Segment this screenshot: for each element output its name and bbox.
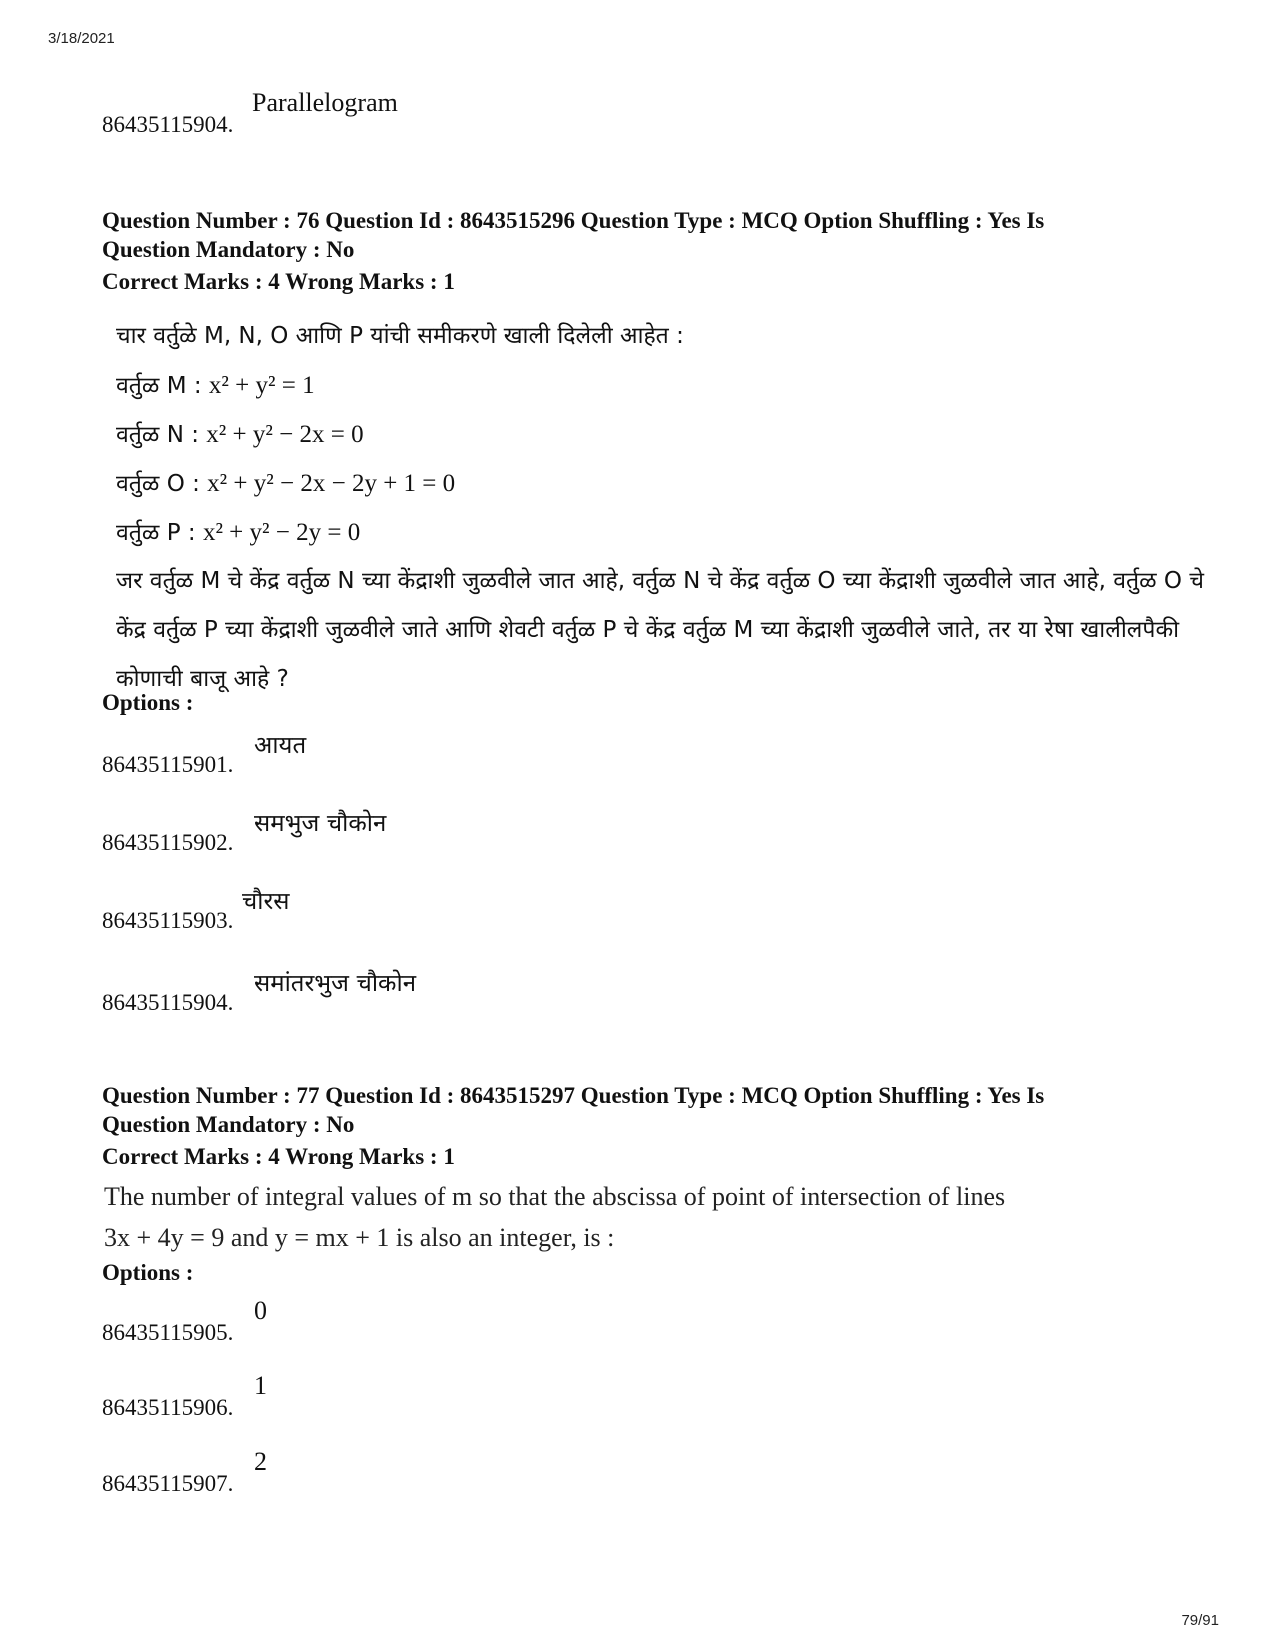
prev-option [102, 88, 1102, 138]
question-intro: चार वर्तुळे M, N, O आणि P यांची समीकरणे खाली दिलेली आहेत : [116, 323, 684, 349]
question-77-meta [102, 1081, 1182, 1171]
circle-equation: x² + y² = 1 [208, 372, 315, 399]
question-text: जर वर्तुळ M चे केंद्र वर्तुळ N च्या केंद्राशी जुळवीले जात आहे, वर्तुळ N चे केंद्र वर्तुळ O च्या केंद्राशी जुळवीले जात आहे, वर्तुळ O चे केंद्र वर्तुळ P च्या केंद्राशी जुळवीले जाते आणि शेवटी वर्तुळ P चे केंद्र वर्तुळ M च्या केंद्राशी जुळवीले जाते, तर या रेषा खालीलपैकी कोणाची बाजू आहे ? [116, 568, 1204, 692]
circle-label: वर्तुळ M : [116, 373, 202, 399]
circle-equation: x² + y² − 2x = 0 [206, 421, 364, 448]
question-marks: Correct Marks : 4 Wrong Marks : 1 [102, 1144, 455, 1169]
option-text: 0 [254, 1296, 267, 1325]
print-date: 3/18/2021 [48, 30, 115, 47]
circle-equation: x² + y² − 2x − 2y + 1 = 0 [207, 470, 456, 497]
option-id: 86435115902. [102, 830, 234, 855]
option-text: आयत [254, 731, 307, 759]
question-header: Question Number : 76 Question Id : 8643515296 Question Type : MCQ Option Shuffling : Yes Is [102, 208, 1045, 233]
question-76-meta [102, 206, 1182, 296]
circle-n-equation [116, 410, 1206, 459]
options-label: Options : [102, 1260, 194, 1285]
option-item [102, 966, 1102, 1016]
circle-o-equation [116, 459, 1206, 508]
option-item [102, 1296, 1102, 1346]
option-text: समभुज चौकोन [254, 809, 387, 837]
option-id: 86435115907. [102, 1471, 234, 1496]
circle-label: वर्तुळ P : [116, 520, 196, 546]
question-76-body [116, 312, 1206, 704]
question-text-line: The number of integral values of m so that the abscissa of point of intersection of lines [104, 1182, 1006, 1211]
circle-label: वर्तुळ N : [116, 422, 199, 448]
option-item [102, 806, 1102, 856]
circle-equation: x² + y² − 2y = 0 [202, 519, 361, 546]
question-77-body [104, 1176, 1194, 1258]
option-text: 1 [254, 1371, 267, 1400]
question-mandatory: Question Mandatory : No [102, 237, 355, 262]
option-item [102, 1371, 1102, 1421]
option-id: 86435115904. [102, 112, 234, 137]
option-id: 86435115904. [102, 990, 234, 1015]
circle-m-equation [116, 361, 1206, 410]
question-marks: Correct Marks : 4 Wrong Marks : 1 [102, 269, 455, 294]
circle-p-equation [116, 508, 1206, 557]
question-header: Question Number : 77 Question Id : 8643515297 Question Type : MCQ Option Shuffling : Yes Is [102, 1083, 1045, 1108]
question-mandatory: Question Mandatory : No [102, 1112, 355, 1137]
circle-label: वर्तुळ O : [116, 471, 200, 497]
option-id: 86435115901. [102, 752, 234, 777]
option-item [102, 1447, 1102, 1497]
page-number: 79/91 [1181, 1612, 1219, 1629]
option-text: Parallelogram [252, 88, 398, 117]
option-text: समांतरभुज चौकोन [254, 969, 417, 997]
option-item [102, 884, 1102, 934]
option-id: 86435115905. [102, 1320, 234, 1345]
option-id: 86435115903. [102, 908, 234, 933]
question-text-line: 3x + 4y = 9 and y = mx + 1 is also an integer, is : [104, 1223, 615, 1252]
option-text: 2 [254, 1447, 267, 1476]
option-item [102, 728, 1102, 778]
option-id: 86435115906. [102, 1395, 234, 1420]
option-text: चौरस [242, 887, 290, 915]
options-label: Options : [102, 690, 194, 715]
